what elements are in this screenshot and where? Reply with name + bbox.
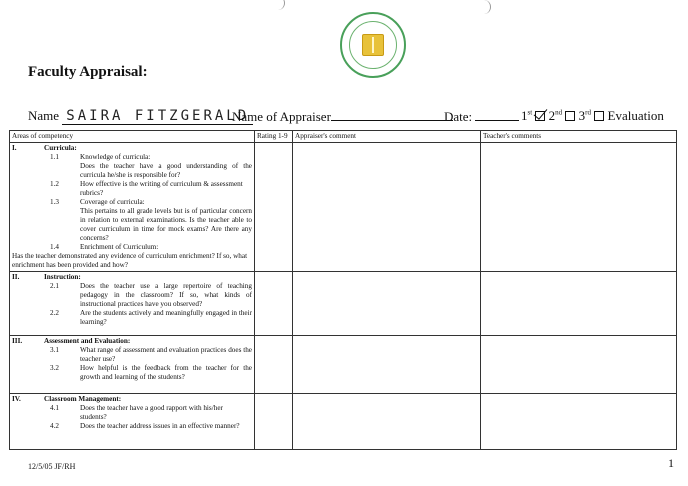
- rating-cell[interactable]: [255, 272, 293, 336]
- appraiser-comment-cell[interactable]: [293, 394, 481, 450]
- appraiser-comment-cell[interactable]: [293, 272, 481, 336]
- evaluation-label: Evaluation: [607, 108, 664, 123]
- table-row: [10, 394, 677, 450]
- teacher-comment-cell[interactable]: [481, 143, 677, 272]
- teacher-comment-cell[interactable]: [481, 336, 677, 394]
- date-field[interactable]: [475, 108, 519, 121]
- competency-cell: IV. Classroom Management: 4.1 Does the teacher have a good rapport with his/her students? 4.2 Does the teacher address issues in an effective manner?: [10, 394, 255, 450]
- appraiser-field[interactable]: [331, 108, 453, 121]
- competency-cell: II. Instruction: 2.1 Does the teacher use a large repertoire of teaching pedagogy in the classroom? If so, what kinds of instructional practices have you observed? 2.2 Are the students actively and meaningfully engaged in their learning?: [10, 272, 255, 336]
- appraiser-comment-cell[interactable]: [293, 336, 481, 394]
- second-evaluation-checkbox[interactable]: [565, 111, 575, 121]
- scan-mark: [272, 0, 285, 10]
- evaluation-line: 1st 2nd 3rd Evaluation: [521, 108, 664, 123]
- teacher-comment-cell[interactable]: [481, 272, 677, 336]
- rating-cell[interactable]: [255, 336, 293, 394]
- footer-code: 12/5/05 JF/RH: [28, 462, 76, 471]
- competency-cell: I. Curricula: 1.1 Knowledge of curricula: Does the teacher have a good understanding of the curricula he/she is responsible for? 1.2 How effective is the writing of curriculum & assessment rubrics? 1.3 Coverage of curricula: This pertains to all grade levels but is of particular concern in relation to external examinations. Is the teacher able to cover curriculum in time for mock exams? Are there any concerns? 1.4 Enrichment of Curriculum: Has the teacher demonstrated any evidence of curriculum enrichment? If so, what enrichment has been provided and how?: [10, 143, 255, 272]
- scan-mark: [478, 0, 491, 14]
- date-line: [444, 108, 519, 125]
- appraisal-table: [9, 130, 677, 450]
- page-number: 1: [668, 456, 674, 470]
- name-value[interactable]: SAIRA FITZGERALD: [62, 108, 253, 125]
- page-title: Faculty Appraisal:: [28, 64, 148, 80]
- appraiser-comment-cell[interactable]: [293, 143, 481, 272]
- column-header: Teacher's comments: [481, 131, 677, 143]
- date-label: Date:: [444, 109, 473, 124]
- name-line: [28, 108, 253, 124]
- appraiser-line: [232, 108, 453, 125]
- column-header: Areas of competency: [10, 131, 255, 143]
- table-row: [10, 143, 677, 272]
- table-row: [10, 272, 677, 336]
- book-icon: [362, 34, 384, 56]
- teacher-comment-cell[interactable]: [481, 394, 677, 450]
- table-row: [10, 336, 677, 394]
- rating-cell[interactable]: [255, 394, 293, 450]
- rating-cell[interactable]: [255, 143, 293, 272]
- column-header: Rating 1-9: [255, 131, 293, 143]
- competency-cell: III. Assessment and Evaluation: 3.1 What range of assessment and evaluation practices does the teacher use? 3.2 How helpful is the feedback from the teacher for the growth and learning of the students?: [10, 336, 255, 394]
- table-header-row: [10, 131, 677, 143]
- appraiser-label: Name of Appraiser: [232, 109, 331, 124]
- first-evaluation-checkbox[interactable]: [535, 111, 545, 121]
- name-label: Name: [28, 108, 60, 123]
- school-seal-logo: [340, 12, 406, 78]
- column-header: Appraiser's comment: [293, 131, 481, 143]
- third-evaluation-checkbox[interactable]: [594, 111, 604, 121]
